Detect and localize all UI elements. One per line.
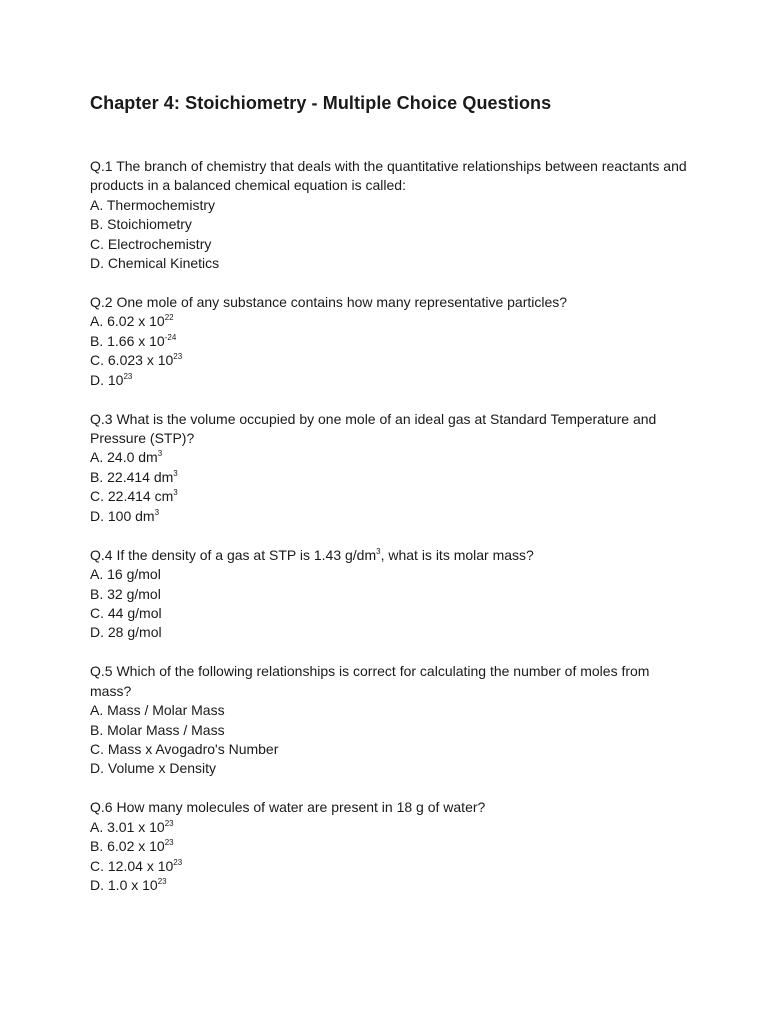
answer-option-c: C. 44 g/mol — [90, 604, 162, 621]
question-prompt: Q.4 If the density of a gas at STP is 1.43 $g/dm^3$, what is its molar mass? — [90, 546, 534, 563]
exponent: -24 — [164, 332, 177, 342]
exponent: 23 — [164, 818, 174, 828]
answer-option-c: C. 22.414 $cm^3$ — [90, 488, 178, 505]
answer-option-d: D. Volume x Density — [90, 760, 217, 777]
answer-option-b: B. Molar Mass / Mass — [90, 721, 225, 738]
question-4 — [90, 546, 690, 643]
answer-option-b: B. 32 g/mol — [90, 585, 161, 602]
answer-option-d: D. $10^{23}$ — [90, 371, 133, 388]
answer-option-a: A. 16 g/mol — [90, 566, 161, 583]
exponent: 3 — [173, 468, 178, 478]
exponent: 23 — [173, 857, 183, 867]
exponent: 23 — [157, 876, 167, 886]
answer-option-b: B. Stoichiometry — [90, 216, 192, 233]
answer-option-c: C. Electrochemistry — [90, 235, 212, 252]
exponent: 23 — [173, 352, 183, 362]
answer-option-d: D. 1.0 x $10^{23}$ — [90, 876, 167, 893]
answer-option-c: C. 6.023 x $10^{23}$ — [90, 352, 183, 369]
answer-option-a: A. Mass / Molar Mass — [90, 702, 225, 719]
answer-option-c: C. Mass x Avogadro's Number — [90, 740, 279, 757]
exponent: 3 — [173, 488, 178, 498]
exponent: 22 — [164, 313, 174, 323]
answer-option-d: D. Chemical Kinetics — [90, 255, 220, 272]
answer-option-a: A. 3.01 x $10^{23}$ — [90, 818, 174, 835]
exponent: 23 — [164, 838, 174, 848]
answer-option-b: B. 22.414 $dm^3$ — [90, 468, 178, 485]
answer-option-a: A. Thermochemistry — [90, 196, 215, 213]
exponent: 23 — [123, 371, 133, 381]
answer-option-c: C. 12.04 x $10^{23}$ — [90, 857, 183, 874]
page-title: Chapter 4: Stoichiometry - Multiple Choice Questions — [90, 93, 552, 113]
answer-option-b: B. 6.02 x $10^{23}$ — [90, 838, 174, 855]
question-prompt: Q.3 What is the volume occupied by one mole of an ideal gas at Standard Temperature and Pressure (STP)? — [90, 410, 657, 447]
answer-option-a: A. 24.0 $dm^3$ — [90, 449, 163, 466]
answer-option-b: B. 1.66 x $10^{-24}$ — [90, 332, 177, 349]
question-list — [90, 157, 690, 895]
question-prompt: Q.2 One mole of any substance contains how many representative particles? — [90, 294, 568, 311]
question-2 — [90, 293, 690, 390]
exponent: 3 — [157, 449, 163, 459]
answer-option-a: A. 6.02 x $10^{22}$ — [90, 313, 174, 330]
answer-option-d: D. 100 $dm^3$ — [90, 507, 160, 524]
question-1 — [90, 157, 690, 273]
question-prompt: Q.1 The branch of chemistry that deals with the quantitative relationships between reactants and products in a balanced chemical equation is called: — [90, 158, 687, 194]
question-3 — [90, 410, 690, 526]
question-6 — [90, 798, 690, 895]
exponent: 3 — [154, 507, 160, 517]
question-prompt: Q.6 How many molecules of water are present in 18 g of water? — [90, 799, 486, 816]
answer-option-d: D. 28 g/mol — [90, 624, 162, 641]
question-prompt: Q.5 Which of the following relationships is correct for calculating the number of moles from mass? — [90, 663, 650, 699]
exponent: 3 — [376, 546, 381, 556]
document-page — [90, 91, 690, 915]
question-5 — [90, 662, 690, 778]
